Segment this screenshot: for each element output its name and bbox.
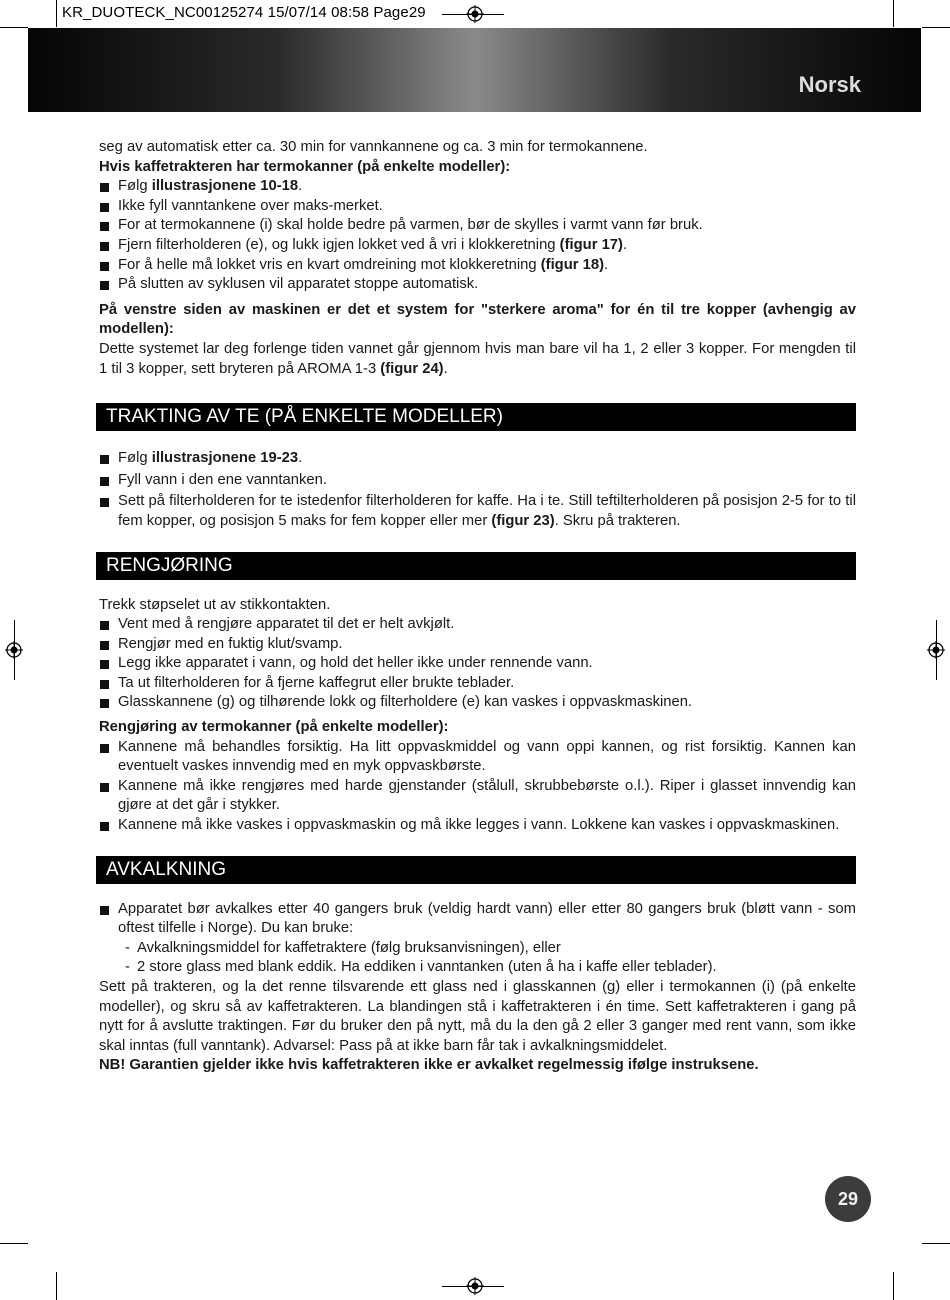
warranty-note: NB! Garantien gjelder ikke hvis kaffetrakteren ikke er avkalket regelmessig ifølge instruksene. [99, 1057, 759, 1074]
paragraph: Dette systemet lar deg forlenge tiden vannet går gjennom hvis man bare vil ha 1, 2 eller 3 kopper. For mengden til 1 til 3 kopper, sett bryteren på AROMA 1-3 (figur 24). [99, 340, 856, 377]
list-item: Rengjør med en fuktig klut/svamp. [99, 635, 856, 655]
list-item: - Avkalkningsmiddel for kaffetraktere (følg bruksanvisningen), eller [125, 939, 856, 959]
list-item: Sett på filterholderen for te istedenfor filterholderen for kaffe. Ha i te. Still teftilterholderen på posisjon 2-5 for to til fem kopper, og posisjon 5 maks for fem kopper eller mer (figur 23). Skru på trakteren. [99, 492, 856, 531]
list-item: Apparatet bør avkalkes etter 40 gangers bruk (veldig hardt vann) eller etter 80 gangers bruk (bløtt vann - som oftest tilfelle i Norge). Du kan bruke: [99, 900, 856, 939]
list-item: Glasskannene (g) og tilhørende lokk og filterholdere (e) kan vaskes i oppvaskmaskinen. [99, 693, 856, 713]
bullet-list [99, 449, 856, 531]
page-content [99, 138, 856, 1076]
bullet-list [99, 738, 856, 836]
list-item: - 2 store glass med blank eddik. Ha eddiken i vanntanken (uten å ha i kaffe eller teblader). [125, 958, 856, 978]
crop-mark [893, 1272, 894, 1300]
subheading: På venstre siden av maskinen er det et system for "sterkere aroma" for én til tre kopper (avhengig av modellen): [99, 301, 856, 338]
list-item: Legg ikke apparatet i vann, og hold det heller ikke under rennende vann. [99, 654, 856, 674]
section-heading-cleaning: RENGJØRING [96, 552, 856, 580]
crop-mark [922, 27, 950, 28]
dash-list [99, 939, 856, 978]
crop-mark [922, 1243, 950, 1244]
crop-mark [936, 620, 937, 680]
section-heading-tea: TRAKTING AV TE (PÅ ENKELTE MODELLER) [96, 403, 856, 431]
crop-mark [442, 1286, 504, 1287]
list-item: Vent med å rengjøre apparatet til det er helt avkjølt. [99, 615, 856, 635]
crop-mark [893, 0, 894, 27]
list-item: For at termokannene (i) skal holde bedre på varmen, bør de skylles i varmt vann før bruk. [99, 216, 856, 236]
crop-mark [0, 27, 28, 28]
list-item: Kannene må ikke vaskes i oppvaskmaskin og må ikke legges i vann. Lokkene kan vaskes i oppvaskmaskinen. [99, 816, 856, 836]
crop-mark [56, 0, 57, 27]
list-item: På slutten av syklusen vil apparatet stoppe automatisk. [99, 275, 856, 295]
list-item: Ta ut filterholderen for å fjerne kaffegrut eller brukte teblader. [99, 674, 856, 694]
crop-mark [14, 620, 15, 680]
paragraph: Sett på trakteren, og la det renne tilsvarende ett glass ned i glasskannen (g) eller i termokannen (i) (på enkelte modeller), og skru så av kaffetrakteren. La blandingen stå i kaffetrakteren i én time. Sett kaffetrakteren i gang på nytt for å avslutte traktingen. Før du bruker den på nytt, må du la den gå 2 eller 3 ganger med rent vann, som ikke skal inntas (full vanntank). Advarsel: Pass på at ikke barn får tak i avkalkningsmiddelet. [99, 979, 856, 1054]
page-number-badge: 29 [825, 1176, 871, 1222]
crop-mark [0, 1243, 28, 1244]
paragraph: seg av automatisk etter ca. 30 min for vannkannene og ca. 3 min for termokannene. [99, 139, 648, 155]
subheading: Rengjøring av termokanner (på enkelte modeller): [99, 719, 449, 736]
crop-mark [56, 1272, 57, 1300]
print-slug: KR_DUOTECK_NC00125274 15/07/14 08:58 Page29 [62, 4, 426, 21]
paragraph: Trekk støpselet ut av stikkontakten. [99, 596, 331, 613]
header-band [28, 28, 921, 112]
bullet-list [99, 177, 856, 295]
list-item: Kannene må behandles forsiktig. Ha litt oppvaskmiddel og vann oppi kannen, og rist forsiktig. Kannen kan eventuelt vaskes innvendig med en myk oppvaskbørste. [99, 738, 856, 777]
language-label: Norsk [798, 72, 861, 97]
list-item: Kannene må ikke rengjøres med harde gjenstander (stålull, skrubbebørste o.l.). Riper i glasset innvendig kan gjøre at det går i stykker. [99, 777, 856, 816]
list-item: Følg illustrasjonene 10-18. [99, 177, 856, 197]
bullet-list [99, 900, 856, 939]
list-item: Fyll vann i den ene vanntanken. [99, 471, 856, 491]
list-item: Følg illustrasjonene 19-23. [99, 449, 856, 469]
list-item: Ikke fyll vanntankene over maks-merket. [99, 197, 856, 217]
crop-mark [442, 14, 504, 15]
subheading: Hvis kaffetrakteren har termokanner (på enkelte modeller): [99, 158, 511, 175]
list-item: Fjern filterholderen (e), og lukk igjen lokket ved å vri i klokkeretning (figur 17). [99, 236, 856, 256]
section-heading-descaling: AVKALKNING [96, 856, 856, 884]
list-item: For å helle må lokket vris en kvart omdreining mot klokkeretning (figur 18). [99, 256, 856, 276]
bullet-list [99, 615, 856, 713]
